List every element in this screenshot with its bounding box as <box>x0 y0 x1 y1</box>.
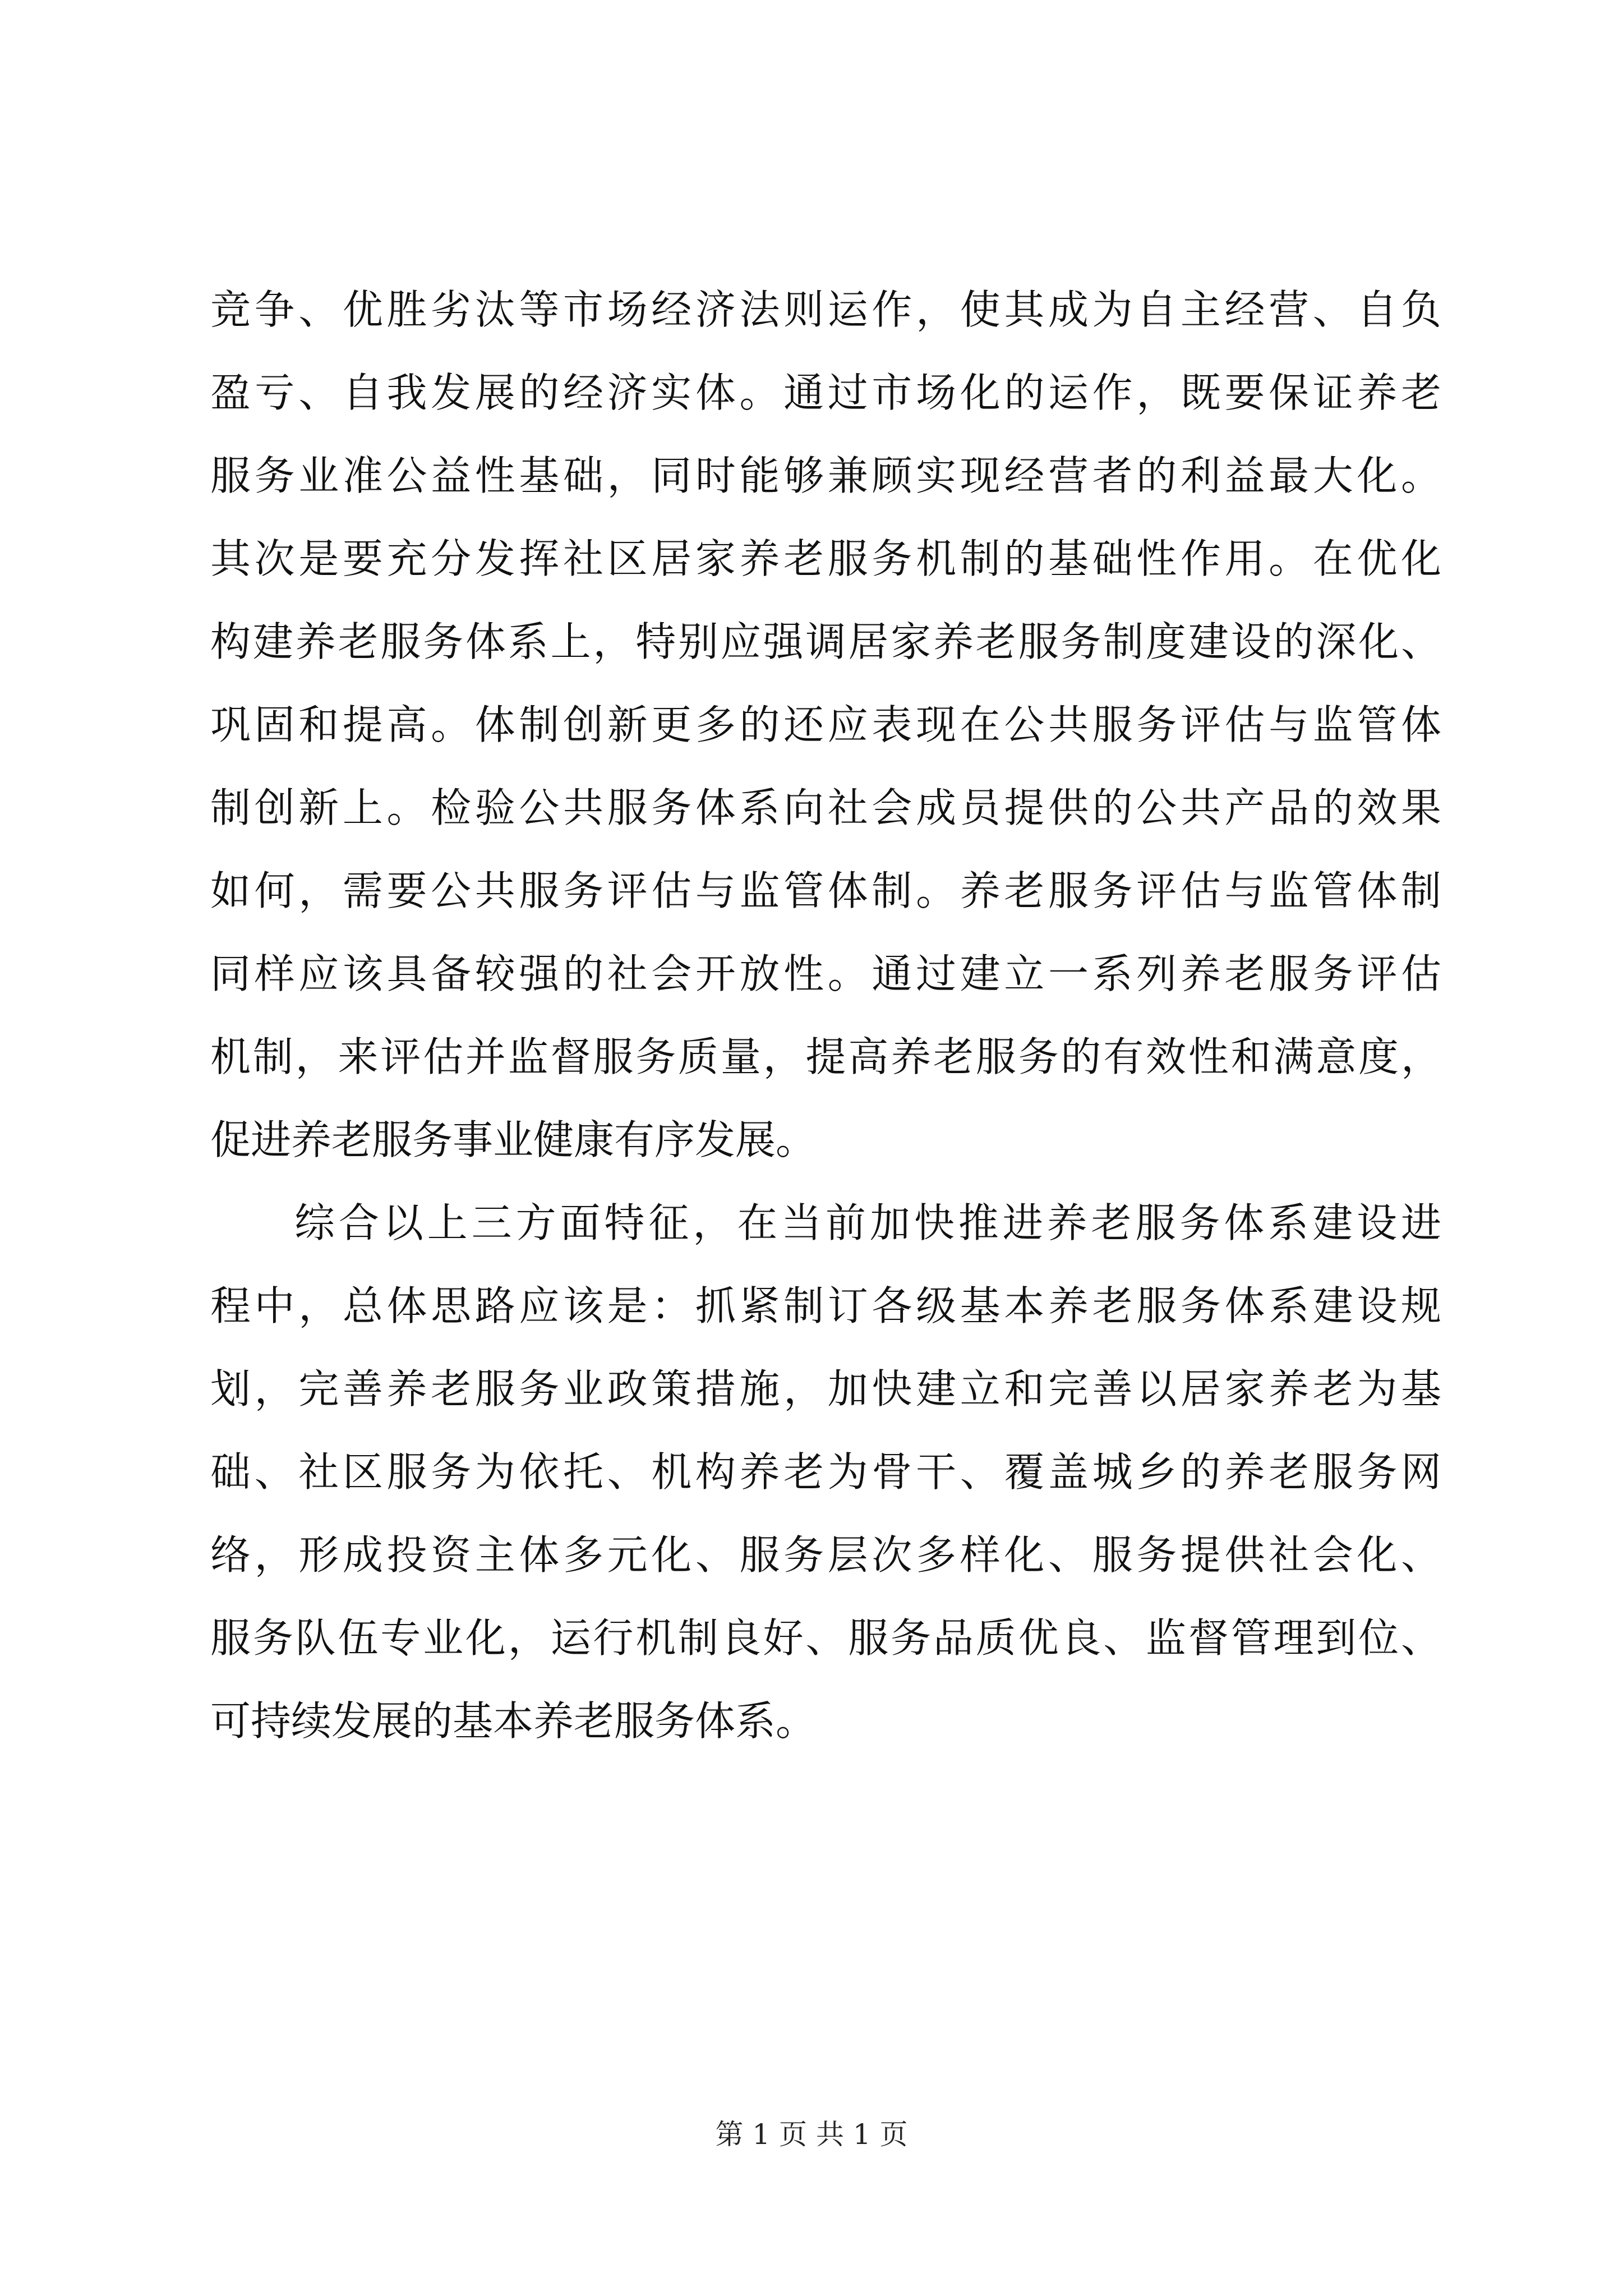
text-line: 构建养老服务体系上，特别应强调居家养老服务制度建设的深化、 <box>210 618 1441 665</box>
text-line: 程中，总体思路应该是：抓紧制订各级基本养老服务体系建设规 <box>210 1282 1441 1329</box>
text-line: 制创新上。检验公共服务体系向社会成员提供的公共产品的效果 <box>210 784 1441 831</box>
text-line: 巩固和提高。体制创新更多的还应表现在公共服务评估与监管体 <box>210 701 1441 748</box>
text-line: 服务队伍专业化，运行机制良好、服务品质优良、监督管理到位、 <box>210 1614 1441 1662</box>
body-text <box>210 268 1441 1763</box>
text-line: 机制，来评估并监督服务质量，提高养老服务的有效性和满意度， <box>210 1033 1441 1080</box>
text-line: 服务业准公益性基础，同时能够兼顾实现经营者的利益最大化。 <box>210 452 1441 499</box>
text-line: 如何，需要公共服务评估与监管体制。养老服务评估与监管体制 <box>210 867 1441 914</box>
text-line: 促进养老服务事业健康有序发展。 <box>210 1116 817 1163</box>
text-line: 础、社区服务为依托、机构养老为骨干、覆盖城乡的养老服务网 <box>210 1448 1441 1496</box>
text-line: 盈亏、自我发展的经济实体。通过市场化的运作，既要保证养老 <box>210 369 1441 416</box>
text-line: 可持续发展的基本养老服务体系。 <box>210 1697 817 1745</box>
page-number-label: 第 1 页 共 1 页 <box>715 2118 908 2151</box>
text-line: 同样应该具备较强的社会开放性。通过建立一系列养老服务评估 <box>210 950 1441 997</box>
text-line: 综合以上三方面特征，在当前加快推进养老服务体系建设进 <box>294 1199 1441 1246</box>
text-line: 络，形成投资主体多元化、服务层次多样化、服务提供社会化、 <box>210 1531 1441 1579</box>
text-line: 其次是要充分发挥社区居家养老服务机制的基础性作用。在优化 <box>210 535 1441 582</box>
paragraph-2 <box>210 1181 1441 1763</box>
text-line: 竞争、优胜劣汰等市场经济法则运作，使其成为自主经营、自负 <box>210 286 1441 333</box>
page-footer <box>0 2115 1623 2154</box>
paragraph-1 <box>210 268 1441 1181</box>
text-line: 划，完善养老服务业政策措施，加快建立和完善以居家养老为基 <box>210 1365 1441 1412</box>
